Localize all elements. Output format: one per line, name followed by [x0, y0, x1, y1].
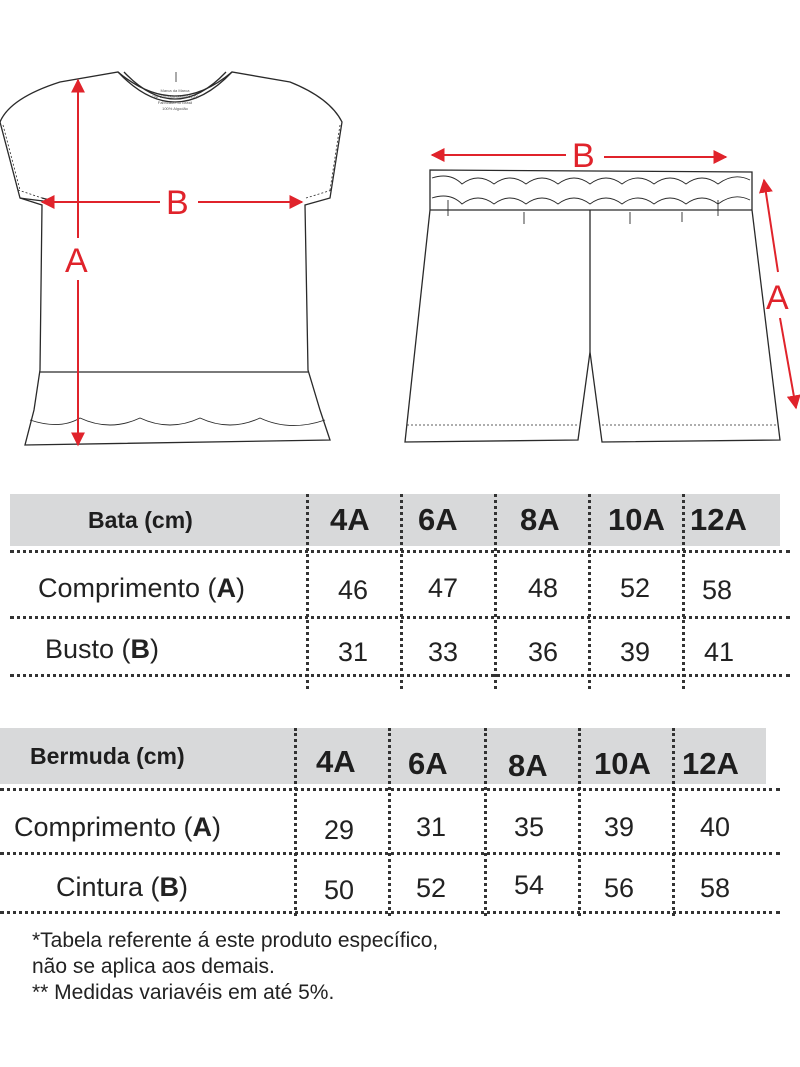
table-cell: 54 [514, 870, 545, 900]
footnote-line: não se aplica aos demais. [32, 955, 275, 978]
table-cell: 40 [700, 812, 731, 842]
row-label-comprimento: Comprimento (A) [14, 812, 222, 842]
table-cell: 41 [704, 637, 735, 667]
table-cell: 33 [428, 637, 459, 667]
column-divider [306, 494, 309, 689]
table-cell: 48 [528, 573, 559, 603]
table-cell: 50 [324, 875, 355, 905]
shorts-measure-arrows [432, 155, 796, 408]
size-header: 12A [682, 746, 739, 781]
table-cell: 58 [702, 575, 733, 605]
size-header: 4A [316, 744, 356, 779]
table-cell: 58 [700, 873, 731, 903]
row-label-cintura: Cintura (B) [56, 872, 189, 902]
shirt-width-label: B [166, 184, 189, 222]
size-header: 10A [594, 746, 651, 781]
table-cell: 56 [604, 873, 635, 903]
table-title: Bermuda (cm) [30, 743, 185, 769]
row-label-busto: Busto (B) [45, 634, 160, 664]
column-divider [578, 728, 581, 916]
column-divider [294, 728, 297, 916]
size-header: 4A [330, 502, 370, 537]
table-cell: 31 [416, 812, 447, 842]
shorts-width-label: B [572, 137, 595, 175]
column-divider [484, 728, 487, 916]
size-header: 8A [520, 502, 560, 537]
column-divider [588, 494, 591, 689]
row-label-comprimento: Comprimento (A) [38, 573, 246, 603]
size-header: 10A [608, 502, 665, 537]
size-header: 12A [690, 502, 747, 537]
shorts-drawing [405, 170, 780, 442]
shirt-length-label: A [65, 242, 88, 280]
table-cell: 47 [428, 573, 459, 603]
tag-line: Fabricado no Brasil [157, 100, 193, 105]
table-cell: 52 [620, 573, 651, 603]
footnote-line: ** Medidas variavéis em até 5%. [32, 981, 335, 1004]
tag-line: 100% Algodão [162, 106, 188, 111]
column-divider [682, 494, 685, 689]
size-header: 6A [408, 746, 448, 781]
size-header: 6A [418, 502, 458, 537]
shorts-length-label: A [766, 279, 789, 317]
footnotes [32, 928, 438, 1006]
table-title: Bata (cm) [88, 507, 193, 533]
column-divider [388, 728, 391, 916]
table-cell: 39 [620, 637, 651, 667]
table-cell: 31 [338, 637, 369, 667]
table-cell: 52 [416, 873, 447, 903]
column-divider [672, 728, 675, 916]
tag-line: CNPJ 00.000.000/0001-00 [151, 94, 199, 99]
table-cell: 46 [338, 575, 369, 605]
table-cell: 35 [514, 812, 545, 842]
garment-diagram [0, 0, 800, 470]
size-header: 8A [508, 748, 548, 783]
table-cell: 29 [324, 815, 355, 845]
column-divider [400, 494, 403, 689]
tag-line: Marca da Marca [160, 88, 190, 93]
shirt-tag [151, 88, 199, 111]
garment-svg [0, 0, 800, 470]
footnote-line: *Tabela referente á este produto específico, [32, 929, 439, 952]
table-cell: 36 [528, 637, 559, 667]
bata-size-table [0, 494, 800, 689]
shirt-drawing [0, 72, 342, 445]
column-divider [494, 494, 497, 689]
table-cell: 39 [604, 812, 635, 842]
bermuda-size-table [0, 728, 800, 918]
